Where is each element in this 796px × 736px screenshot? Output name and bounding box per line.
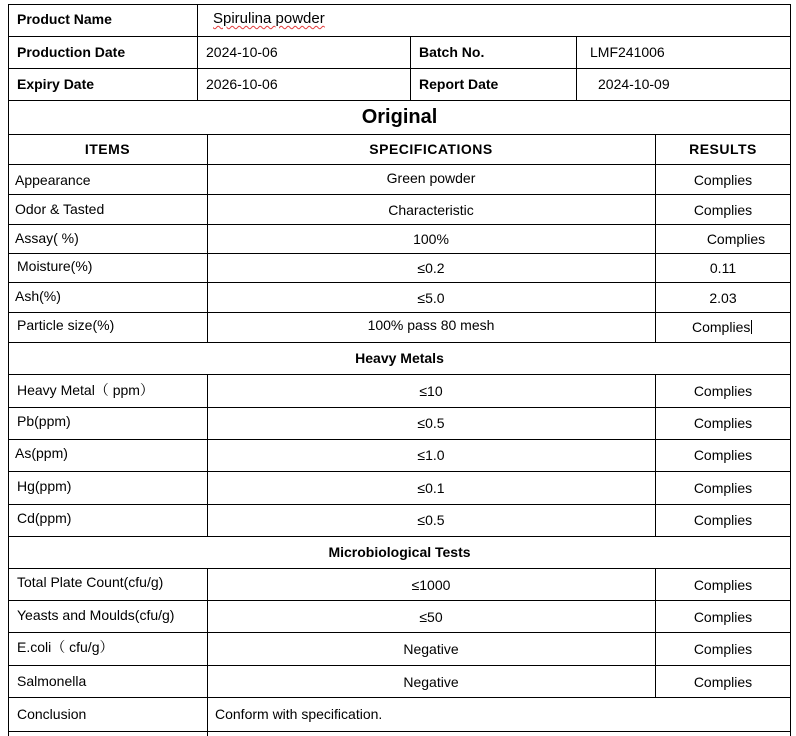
row-result: Complies (693, 512, 753, 528)
expiry-date-label: Expiry Date (17, 76, 95, 92)
row-item: Salmonella (17, 673, 87, 689)
row-result: Complies (693, 609, 753, 625)
product-name-value (213, 11, 325, 27)
row-spec: Negative (403, 641, 459, 657)
row-result: Complies (693, 172, 753, 188)
row-result: Complies (693, 383, 753, 399)
row-result-editing[interactable] (692, 319, 752, 335)
row-item-text: Total Plate Count(cfu/g) (17, 574, 164, 590)
row-item: Cd(ppm) (17, 510, 72, 526)
row-spec: 100% pass 80 mesh (367, 317, 495, 333)
row-result: Complies (692, 319, 751, 335)
row-item: Heavy Metal（ ppm） (17, 382, 154, 398)
row-spec: ≤0.1 (417, 480, 445, 496)
report-date-value: 2024-10-09 (598, 76, 670, 92)
document-title: Original (361, 106, 438, 128)
row-item: E.coli（ cfu/g） (17, 639, 114, 655)
conclusion-value: Conform with specification. (215, 706, 383, 722)
row-item (17, 574, 163, 590)
row-spec: Characteristic (388, 202, 474, 218)
product-name-value-text: Spirulina powder (213, 10, 325, 27)
row-spec: Green powder (386, 170, 476, 186)
row-item: As(ppm) (15, 445, 68, 461)
report-date-label: Report Date (419, 76, 499, 92)
row-spec: ≤0.2 (417, 260, 445, 276)
row-spec: ≤1000 (411, 577, 451, 593)
row-result: 0.11 (709, 260, 737, 276)
row-item: Pb(ppm) (17, 413, 71, 429)
row-item: Yeasts and Moulds(cfu/g) (17, 607, 175, 623)
row-spec: 100% (413, 231, 449, 247)
row-spec: ≤1.0 (417, 447, 445, 463)
batch-value: LMF241006 (590, 44, 665, 60)
row-result: 2.03 (709, 290, 737, 306)
row-item: Odor & Tasted (15, 201, 105, 217)
row-result: Complies (693, 674, 753, 690)
row-result: Complies (693, 480, 753, 496)
row-result: Complies (693, 447, 753, 463)
product-name-label: Product Name (17, 11, 112, 27)
section-title-microbiological: Microbiological Tests (328, 544, 471, 560)
row-item: Moisture(%) (17, 258, 93, 274)
row-item: Appearance (15, 172, 91, 188)
column-header-specifications: SPECIFICATIONS (369, 141, 493, 157)
row-spec: ≤10 (419, 383, 443, 399)
row-spec: ≤0.5 (417, 512, 445, 528)
row-result: Complies (693, 641, 753, 657)
row-result: Complies (693, 577, 753, 593)
row-spec: Negative (403, 674, 459, 690)
expiry-date-value: 2026-10-06 (206, 76, 278, 92)
row-spec: ≤0.5 (417, 415, 445, 431)
production-date-value: 2024-10-06 (206, 44, 278, 60)
column-header-results: RESULTS (689, 141, 757, 157)
row-result: Complies (693, 415, 753, 431)
row-result: Complies (706, 231, 766, 247)
row-item: Assay( %) (15, 230, 79, 246)
row-result: Complies (693, 202, 753, 218)
row-spec: ≤50 (419, 609, 443, 625)
row-item: Particle size(%) (17, 317, 115, 333)
batch-label: Batch No. (419, 44, 485, 60)
column-header-items: ITEMS (84, 141, 131, 157)
section-title-heavy-metals: Heavy Metals (355, 350, 444, 366)
row-spec: ≤5.0 (417, 290, 445, 306)
row-item: Ash(%) (15, 288, 61, 304)
row-item: Hg(ppm) (17, 478, 72, 494)
conclusion-label: Conclusion (17, 706, 87, 722)
text-cursor (751, 320, 752, 334)
production-date-label: Production Date (17, 44, 126, 60)
